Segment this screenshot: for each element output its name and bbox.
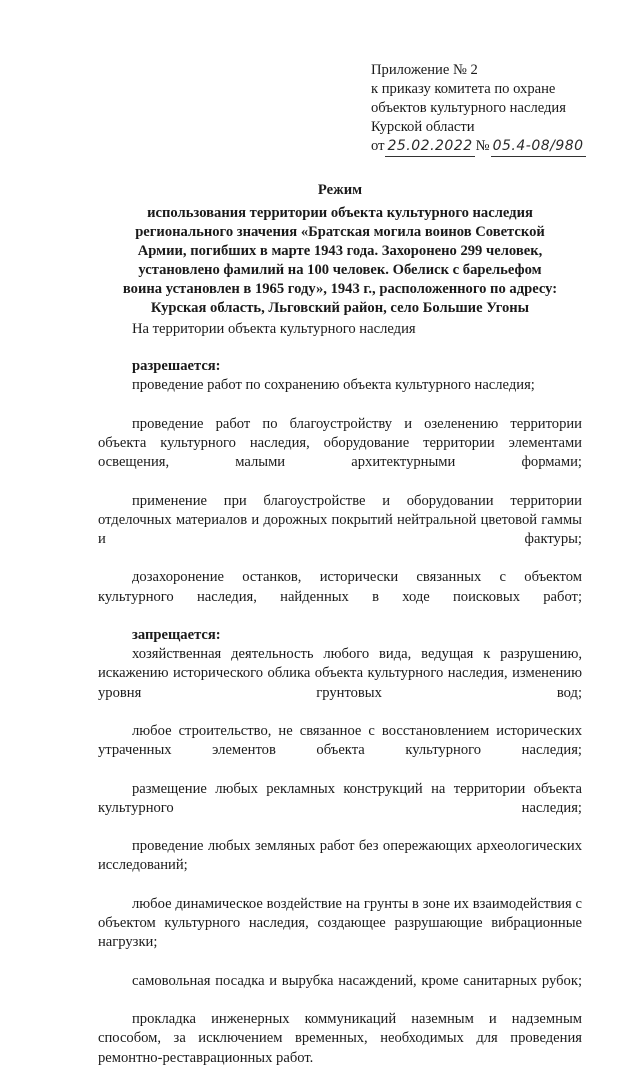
handwritten-number: 05.4-08/980 — [491, 137, 586, 157]
title-line: Курская область, Льговский район, село Большие Угоны — [150, 300, 530, 316]
forbidden-item: любое динамическое воздействие на грунты в зоне их взаимодействия с объектом культурного наследия, создающее разрушающие вибрационные нагрузки; — [98, 895, 582, 951]
appendix-date-number-line — [371, 137, 611, 157]
title-line: установлено фамилий на 100 человек. Обелиск с барельефом — [138, 262, 542, 278]
document-title — [100, 181, 580, 318]
title-line: регионального значения «Братская могила воинов Советской — [135, 224, 545, 240]
handwritten-date: 25.02.2022 — [385, 137, 474, 157]
forbidden-item: размещение любых рекламных конструкций на территории объекта культурного наследия; — [98, 780, 582, 816]
title-line: Армии, погибших в марте 1943 года. Захоронено 299 человек, — [137, 243, 543, 259]
title-line: воина установлен в 1965 году», 1943 г., расположенного по адресу: — [122, 281, 558, 297]
forbidden-item: хозяйственная деятельность любого вида, ведущая к разрушению, искажению исторического облика объекта культурного наследия, изменению уровня грунтовых вод; — [98, 646, 582, 701]
forbidden-item: прокладка инженерных коммуникаций наземным и надземным способом, за исключением временных, необходимых для проведения ремонтно-реставрационных работ. — [98, 1011, 582, 1066]
appendix-region-line: Курской области — [371, 119, 475, 135]
document-body — [98, 320, 582, 1068]
intro-text: На территории объекта культурного наследия — [132, 321, 416, 337]
allowed-item: применение при благоустройстве и оборудовании территории отделочных материалов и дорожных покрытий нейтральной цветовой гаммы и фактуры; — [98, 492, 582, 548]
appendix-header — [371, 61, 611, 157]
appendix-number: Приложение № 2 — [371, 62, 478, 78]
title-heading: Режим — [317, 182, 363, 198]
allowed-item: проведение работ по благоустройству и озеленению территории объекта культурного наследия, оборудование территории элементами освещения, малыми архитектурными формами; — [98, 415, 582, 471]
allowed-item: дозахоронение останков, исторически связанных с объектом культурного наследия, найденных в ходе поисковых работ; — [98, 569, 582, 605]
appendix-order-line: к приказу комитета по охране — [371, 81, 556, 97]
forbidden-item: любое строительство, не связанное с восстановлением исторических утраченных элементов объекта культурного наследия; — [98, 723, 582, 759]
title-line: использования территории объекта культурного наследия — [147, 205, 533, 221]
appendix-committee-line: объектов культурного наследия — [371, 100, 566, 116]
forbidden-item: самовольная посадка и вырубка насаждений, кроме санитарных рубок; — [132, 972, 582, 989]
allowed-item: проведение работ по сохранению объекта культурного наследия; — [132, 377, 535, 394]
allowed-heading: разрешается: — [132, 358, 221, 375]
from-label: от — [371, 138, 385, 154]
forbidden-heading: запрещается: — [132, 627, 221, 644]
number-label: № — [475, 138, 490, 154]
forbidden-item: проведение любых земляных работ без опережающих археологических исследований; — [98, 838, 582, 874]
